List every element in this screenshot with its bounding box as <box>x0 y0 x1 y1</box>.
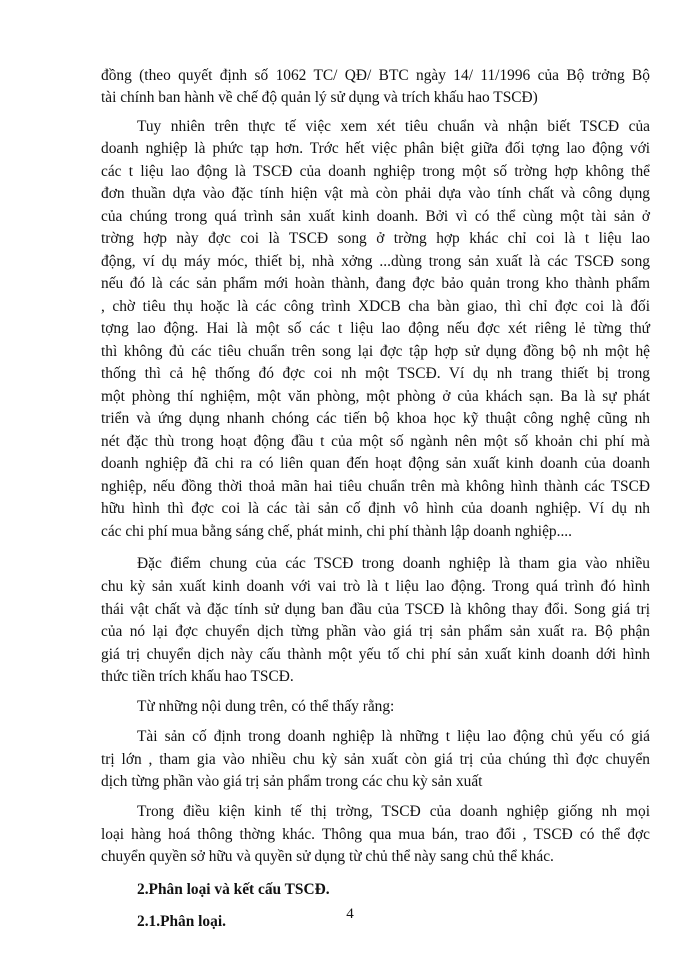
paragraph-2-line-7: động, ví dụ máy móc, thiết bị, nhà xởng ...dùng trong sản xuất là các TSCĐ song <box>101 253 650 270</box>
paragraph-2-line-9: , chờ tiêu thụ hoặc là các công trình XDCB cha bàn giao, thì chỉ đợc coi là đối <box>101 298 650 315</box>
paragraph-2-line-3: các t liệu lao động là TSCĐ của doanh nghiệp trong một số trờng hợp không thể <box>101 163 650 180</box>
section-heading-2: 2.Phân loại và kết cấu TSCĐ. <box>137 881 330 898</box>
paragraph-3-line-5: giá trị chuyển dịch này cấu thành một yếu tố chi phí sản xuất kinh doanh dới hình <box>101 646 650 663</box>
paragraph-2-line-17: nghiệp, nếu đồng thời thoả mãn hai tiêu chuẩn trên mà không hình thành các TSCĐ <box>101 478 650 495</box>
paragraph-2-line-18: hữu hình thì đợc coi là các tài sản cố định vô hình của doanh nghiệp. Ví dụ nh <box>101 500 650 517</box>
paragraph-1-line-1: đồng (theo quyết định số 1062 TC/ QĐ/ BTC ngày 14/ 11/1996 của Bộ trởng Bộ <box>101 67 650 84</box>
paragraph-2-line-10: tợng lao động. Hai là một số các t liệu lao động nếu đợc xét riêng lẻ từng thứ <box>101 320 650 337</box>
paragraph-2-line-13: một phòng thí nghiệm, một văn phòng, một phòng ở của khách sạn. Ba là sự phát <box>101 388 650 405</box>
paragraph-2-line-6: trờng hợp này đợc coi là TSCĐ song ở trờng hợp khác chỉ coi là t liệu lao <box>101 230 650 247</box>
paragraph-4-line-1: Từ những nội dung trên, có thể thấy rằng: <box>137 698 395 715</box>
paragraph-2-line-16: doanh nghiệp đã chi ra có liên quan đến hoạt động sản xuất kinh doanh của doanh <box>101 455 650 472</box>
paragraph-2-line-1: Tuy nhiên trên thực tế việc xem xét tiêu chuẩn và nhận biết TSCĐ của <box>137 118 650 135</box>
paragraph-6-line-3: chuyển quyền sở hữu và quyền sử dụng từ chủ thể này sang chủ thể khác. <box>101 848 554 865</box>
paragraph-2-line-5: của chúng trong quá trình sản xuất kinh doanh. Bởi vì có thể cùng một tài sản ở <box>101 208 650 225</box>
paragraph-2-line-2: doanh nghiệp là phức tạp hơn. Trớc hết việc phân biệt giữa đối tợng lao động với <box>101 140 650 157</box>
paragraph-3-line-4: của nó lại đợc chuyển dịch từng phần vào giá trị sản phẩm sản xuất ra. Bộ phận <box>101 623 650 640</box>
paragraph-5-line-2: trị lớn , tham gia vào nhiều chu kỳ sản xuất còn giá trị của chúng thì đợc chuyển <box>101 751 650 768</box>
paragraph-3-line-1: Đặc điểm chung của các TSCĐ trong doanh nghiệp là tham gia vào nhiều <box>137 555 650 572</box>
paragraph-1-line-2: tài chính ban hành về chế độ quản lý sử dụng và trích khấu hao TSCĐ) <box>101 89 538 106</box>
paragraph-5-line-1: Tài sản cố định trong doanh nghiệp là những t liệu lao động chủ yếu có giá <box>137 728 650 745</box>
paragraph-2-line-4: đơn thuần dựa vào đặc tính hiện vật mà còn phải dựa vào tính chất và công dụng <box>101 185 650 202</box>
paragraph-6-line-2: loại hàng hoá thông thờng khác. Thông qua mua bán, trao đổi , TSCĐ có thể đợc <box>101 826 650 843</box>
paragraph-3-line-6: thức tiền trích khấu hao TSCĐ. <box>101 668 294 685</box>
paragraph-2-line-8: nếu đó là các sản phẩm mới hoàn thành, đang đợc bảo quản trong kho thành phẩm <box>101 275 650 292</box>
paragraph-6-line-1: Trong điều kiện kinh tế thị trờng, TSCĐ của doanh nghiệp giống nh mọi <box>137 803 650 820</box>
paragraph-3-line-2: chu kỳ sản xuất kinh doanh với vai trò là t liệu lao động. Trong quá trình đó hình <box>101 578 650 595</box>
paragraph-5-line-3: dịch từng phần vào giá trị sản phẩm trong các chu kỳ sản xuất <box>101 773 483 790</box>
paragraph-2-line-19: các chi phí mua bằng sáng chế, phát minh, chi phí thành lập doanh nghiệp.... <box>101 523 572 540</box>
paragraph-2-line-11: thì không đủ các tiêu chuẩn trên song lại đợc tập hợp sử dụng đồng bộ nh một hệ <box>101 343 650 360</box>
paragraph-3-line-3: thái vật chất và đặc tính sử dụng ban đầu của TSCĐ là không thay đổi. Song giá trị <box>101 601 650 618</box>
subsection-heading-2-1: 2.1.Phân loại. <box>137 913 226 930</box>
paragraph-2-line-14: triển và ứng dụng nhanh chóng các tiến bộ khoa học kỹ thuật công nghệ cũng nh <box>101 410 650 427</box>
paragraph-2-line-15: nét đặc thù trong hoạt động đầu t của một số ngành nên một số khoản chi phí mà <box>101 433 650 450</box>
paragraph-2-line-12: thống thì cả hệ thống đó đợc coi nh một TSCĐ. Ví dụ nh trang thiết bị trong <box>101 365 650 382</box>
page-number: 4 <box>346 906 354 922</box>
